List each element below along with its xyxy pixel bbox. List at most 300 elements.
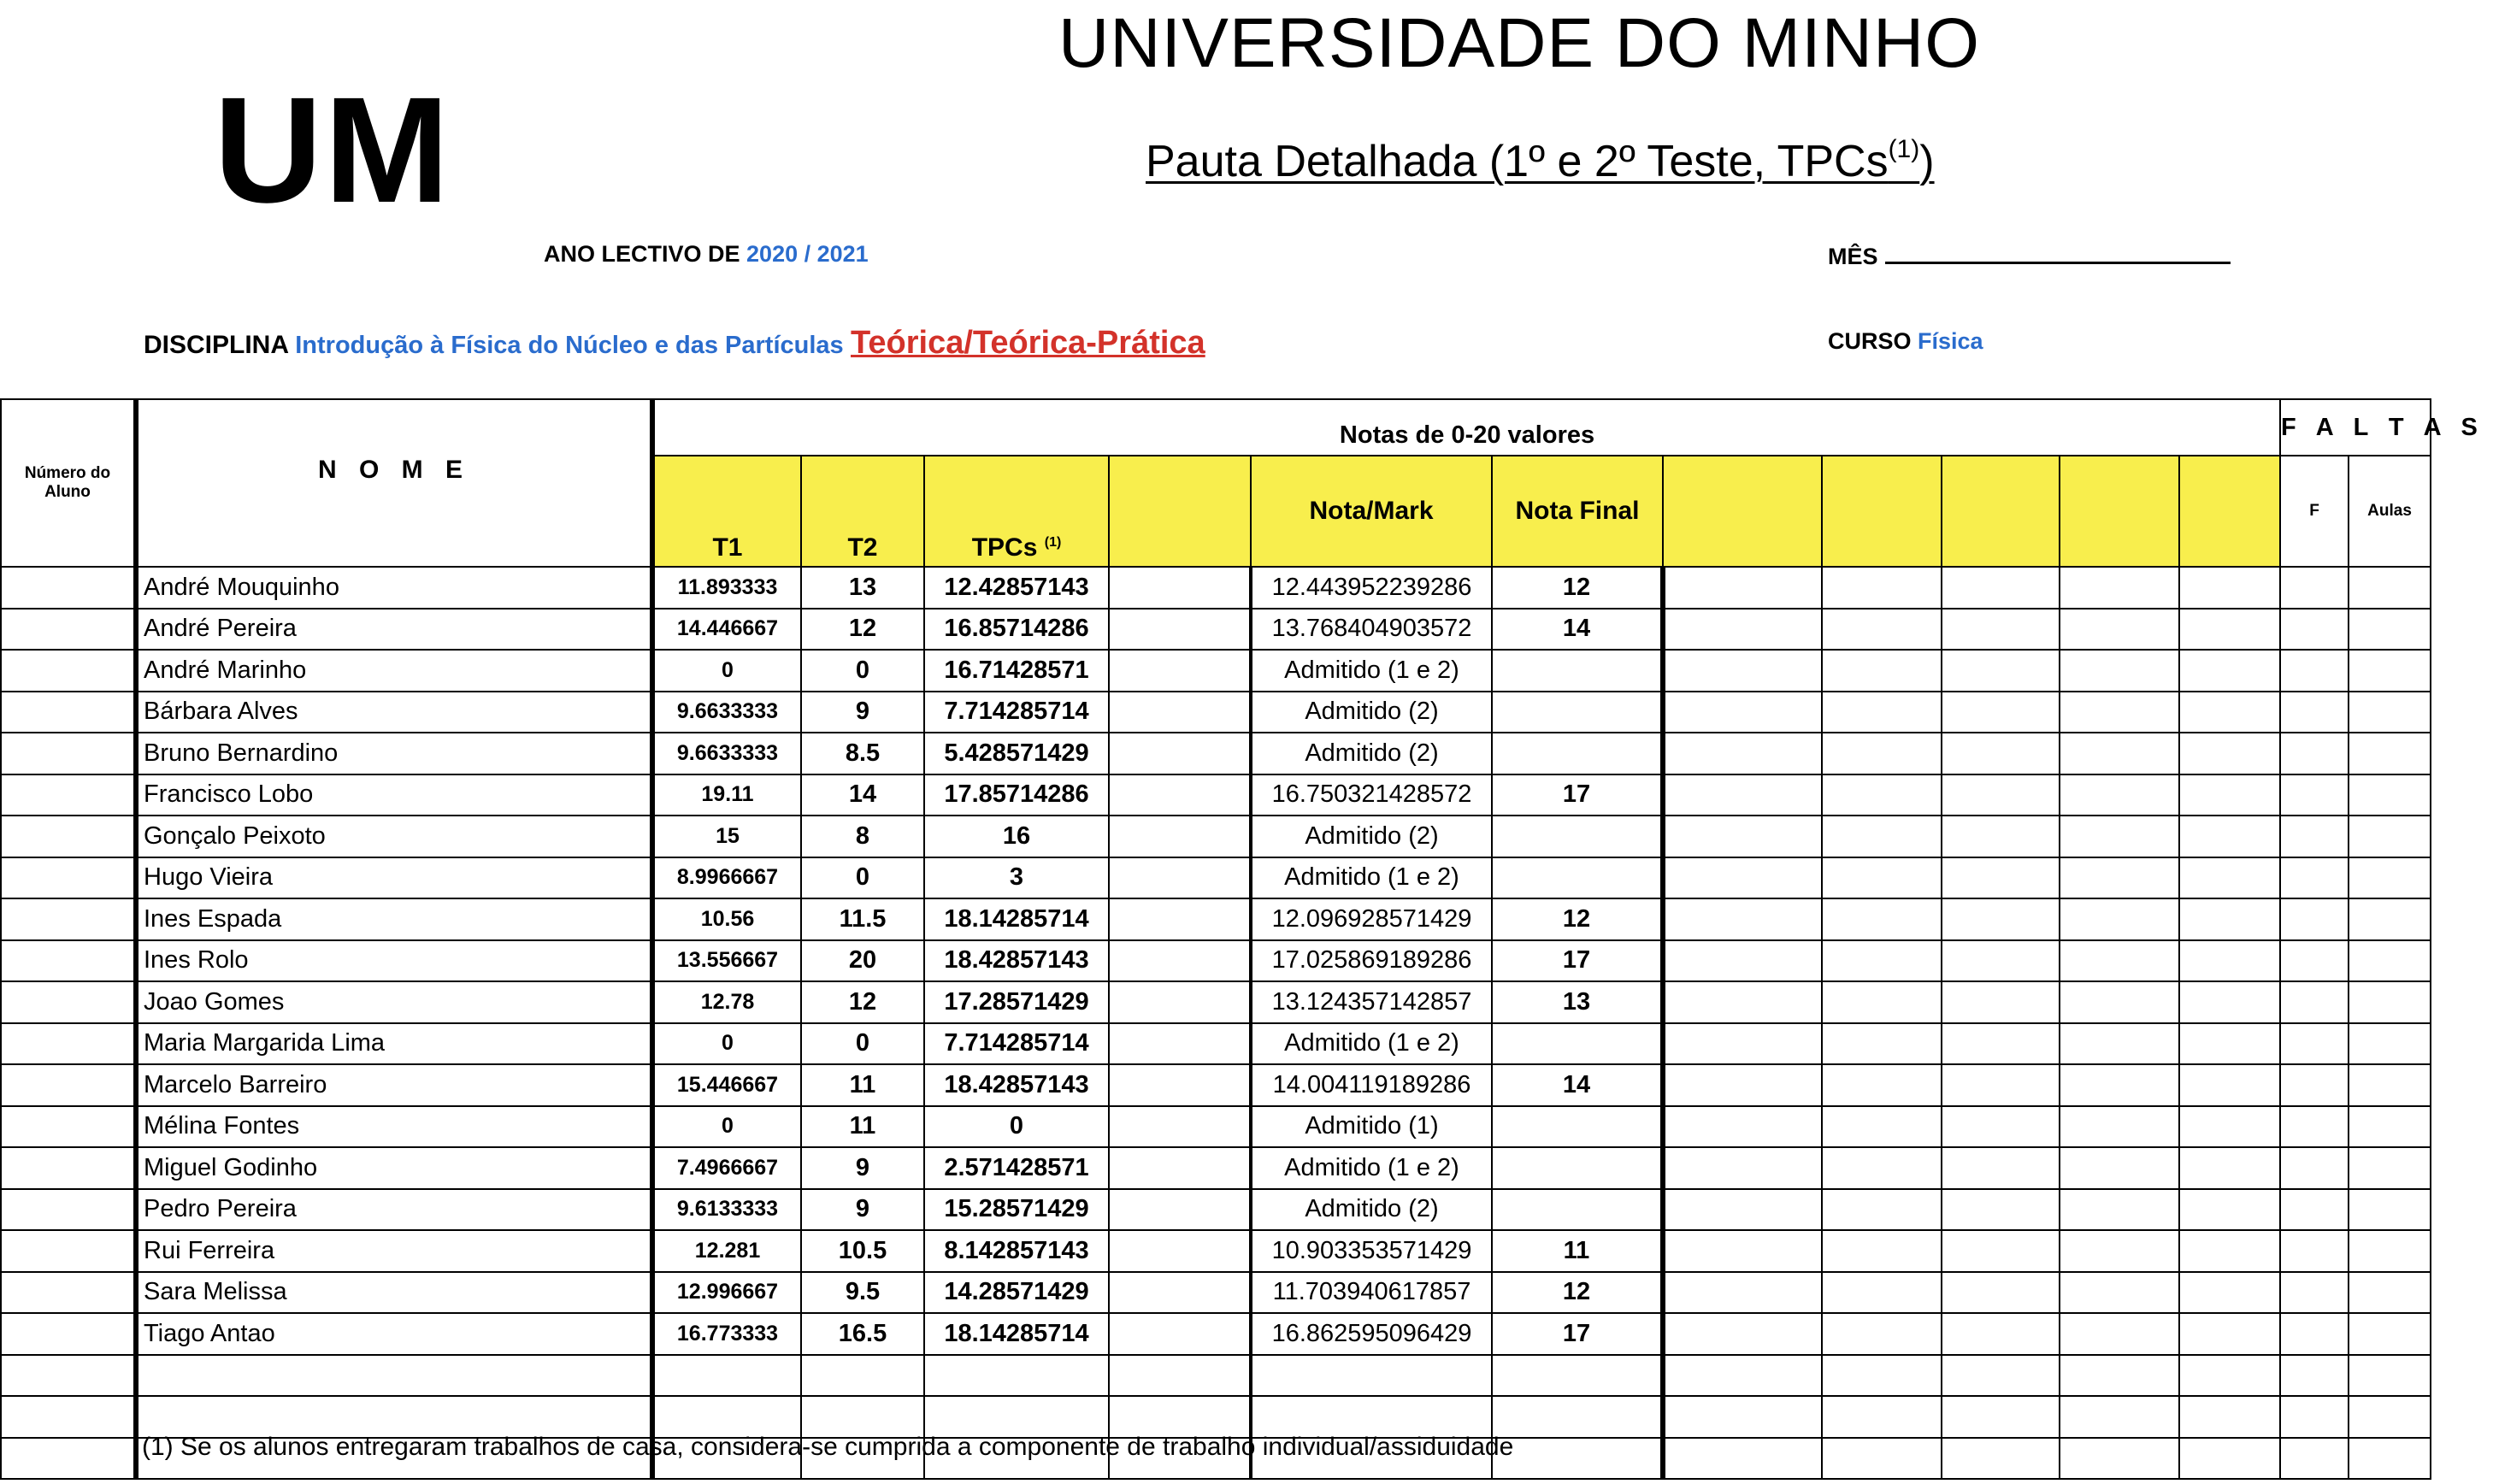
cell-blank (1663, 692, 1822, 733)
cell-tpcs: 7.714285714 (924, 692, 1109, 733)
cell-numero (1, 1438, 136, 1480)
cell-blank (1822, 940, 1942, 982)
cell-t2 (801, 1355, 924, 1397)
cell-nome: Bárbara Alves (136, 692, 652, 733)
cell-blank (1942, 1189, 2060, 1231)
cell-blank (1942, 1355, 2060, 1397)
cell-tpcs: 18.14285714 (924, 1313, 1109, 1355)
cell-faltas-aulas (2349, 609, 2431, 651)
header-blank-5 (2060, 456, 2179, 567)
cell-t1: 11.893333 (652, 567, 801, 609)
cell-t2: 11 (801, 1106, 924, 1148)
cell-t2: 11 (801, 1064, 924, 1106)
cell-blank (2179, 774, 2280, 816)
cell-tpcs: 18.42857143 (924, 1064, 1109, 1106)
cell-nota-final (1492, 816, 1663, 857)
cell-faltas-aulas (2349, 940, 2431, 982)
cell-t1: 19.11 (652, 774, 801, 816)
cell-t2: 16.5 (801, 1313, 924, 1355)
cell-blank (2179, 1189, 2280, 1231)
cell-blank (1663, 1106, 1822, 1148)
cell-blank (1109, 1189, 1251, 1231)
cell-blank (1109, 650, 1251, 692)
cell-blank (1942, 981, 2060, 1023)
cell-blank (1942, 692, 2060, 733)
cell-nota-mark: 17.025869189286 (1251, 940, 1492, 982)
cell-blank (2179, 567, 2280, 609)
cell-blank (1663, 1396, 1822, 1438)
cell-blank (1109, 1230, 1251, 1272)
cell-blank (2179, 1355, 2280, 1397)
cell-faltas-aulas (2349, 1396, 2431, 1438)
mes-field (1828, 241, 2231, 270)
cell-t2: 20 (801, 940, 924, 982)
cell-faltas-f (2280, 1272, 2349, 1314)
cell-t2: 12 (801, 609, 924, 651)
cell-numero (1, 650, 136, 692)
cell-nota-mark: Admitido (2) (1251, 1189, 1492, 1231)
grades-table (0, 398, 2484, 1480)
cell-t1 (652, 1396, 801, 1438)
cell-tpcs: 3 (924, 857, 1109, 899)
table-row (1, 1064, 2431, 1106)
cell-nota-mark: 10.903353571429 (1251, 1230, 1492, 1272)
cell-blank (1663, 1064, 1822, 1106)
header-blank-6 (2179, 456, 2280, 567)
cell-blank (1822, 609, 1942, 651)
cell-blank (2060, 1313, 2179, 1355)
cell-blank (1822, 1064, 1942, 1106)
cell-blank (1109, 1023, 1251, 1065)
cell-t1: 13.556667 (652, 940, 801, 982)
cell-blank (2060, 1272, 2179, 1314)
cell-blank (1822, 1023, 1942, 1065)
cell-blank (1822, 567, 1942, 609)
cell-t2: 0 (801, 1023, 924, 1065)
cell-nota-final (1492, 692, 1663, 733)
cell-nota-final: 14 (1492, 1064, 1663, 1106)
cell-t2: 9 (801, 1189, 924, 1231)
cell-blank (2179, 940, 2280, 982)
cell-blank (1942, 857, 2060, 899)
cell-tpcs (924, 1355, 1109, 1397)
cell-t1: 7.4966667 (652, 1147, 801, 1189)
cell-blank (2060, 816, 2179, 857)
cell-nota-final (1492, 1147, 1663, 1189)
cell-faltas-aulas (2349, 1106, 2431, 1148)
header-nota-mark: Nota/Mark (1251, 456, 1492, 567)
cell-blank (1663, 1147, 1822, 1189)
cell-blank (2179, 1230, 2280, 1272)
cell-nome: Rui Ferreira (136, 1230, 652, 1272)
cell-blank (1822, 1438, 1942, 1480)
cell-blank (1109, 940, 1251, 982)
cell-tpcs: 8.142857143 (924, 1230, 1109, 1272)
cell-numero (1, 1355, 136, 1397)
cell-blank (1663, 1355, 1822, 1397)
cell-t1: 16.773333 (652, 1313, 801, 1355)
cell-faltas-aulas (2349, 1438, 2431, 1480)
cell-numero (1, 857, 136, 899)
cell-faltas-f (2280, 816, 2349, 857)
cell-blank (2179, 857, 2280, 899)
cell-blank (1942, 940, 2060, 982)
cell-numero (1, 1064, 136, 1106)
cell-blank (1109, 1355, 1251, 1397)
cell-blank (1942, 1064, 2060, 1106)
cell-blank (1663, 1438, 1822, 1480)
cell-numero (1, 816, 136, 857)
cell-nota-final: 12 (1492, 898, 1663, 940)
cell-blank (1109, 1106, 1251, 1148)
cell-nota-final (1492, 1438, 1663, 1480)
cell-blank (1942, 1230, 2060, 1272)
cell-t1: 14.446667 (652, 609, 801, 651)
cell-faltas-f (2280, 857, 2349, 899)
cell-t2: 9 (801, 1147, 924, 1189)
cell-blank (1663, 650, 1822, 692)
cell-nome (136, 1396, 652, 1438)
cell-faltas-f (2280, 940, 2349, 982)
cell-nota-final: 17 (1492, 774, 1663, 816)
cell-blank (1663, 609, 1822, 651)
cell-nota-mark: 16.862595096429 (1251, 1313, 1492, 1355)
cell-blank (1942, 1313, 2060, 1355)
cell-blank (1109, 692, 1251, 733)
cell-nota-mark: 12.443952239286 (1251, 567, 1492, 609)
cell-t2: 9 (801, 692, 924, 733)
cell-faltas-aulas (2349, 1355, 2431, 1397)
cell-blank (1822, 1355, 1942, 1397)
cell-faltas-aulas (2349, 816, 2431, 857)
cell-blank (2179, 733, 2280, 774)
cell-tpcs: 5.428571429 (924, 733, 1109, 774)
cell-tpcs: 15.28571429 (924, 1189, 1109, 1231)
cell-blank (1822, 1272, 1942, 1314)
table-row (1, 816, 2431, 857)
cell-blank (2060, 940, 2179, 982)
cell-blank (1663, 898, 1822, 940)
cell-numero (1, 1272, 136, 1314)
table-row (1, 1147, 2431, 1189)
table-row (1, 940, 2431, 982)
cell-nota-mark: Admitido (2) (1251, 816, 1492, 857)
table-row (1, 981, 2431, 1023)
cell-blank (1942, 816, 2060, 857)
cell-faltas-aulas (2349, 981, 2431, 1023)
cell-blank (2060, 1106, 2179, 1148)
cell-blank (1663, 1023, 1822, 1065)
cell-t1: 0 (652, 650, 801, 692)
cell-faltas-f (2280, 1023, 2349, 1065)
cell-nota-mark: 12.096928571429 (1251, 898, 1492, 940)
ano-lectivo (544, 241, 869, 268)
cell-numero (1, 609, 136, 651)
cell-blank (2060, 898, 2179, 940)
cell-t2: 14 (801, 774, 924, 816)
cell-numero (1, 1230, 136, 1272)
grades-body (1, 567, 2431, 1479)
header-faltas: F A L T A S (2280, 399, 2431, 456)
cell-blank (1109, 857, 1251, 899)
cell-numero (1, 898, 136, 940)
cell-blank (1822, 692, 1942, 733)
cell-t1: 0 (652, 1023, 801, 1065)
cell-blank (2179, 650, 2280, 692)
cell-numero (1, 1023, 136, 1065)
cell-numero (1, 733, 136, 774)
cell-blank (2060, 1023, 2179, 1065)
cell-blank (1109, 774, 1251, 816)
cell-nota-final: 12 (1492, 1272, 1663, 1314)
cell-tpcs: 18.42857143 (924, 940, 1109, 982)
cell-faltas-f (2280, 1106, 2349, 1148)
cell-blank (2060, 1147, 2179, 1189)
cell-t2: 0 (801, 857, 924, 899)
cell-blank (2179, 1147, 2280, 1189)
cell-blank (1109, 1064, 1251, 1106)
ano-value: 2020 / 2021 (746, 241, 869, 267)
cell-tpcs: 16.71428571 (924, 650, 1109, 692)
cell-numero (1, 1189, 136, 1231)
cell-blank (1663, 857, 1822, 899)
cell-blank (1942, 1147, 2060, 1189)
subtitle-footnote-mark: (1) (1888, 135, 1920, 163)
cell-blank (1109, 981, 1251, 1023)
cell-faltas-f (2280, 1313, 2349, 1355)
table-row (1, 1313, 2431, 1355)
cell-nota-mark: Admitido (1 e 2) (1251, 857, 1492, 899)
cell-faltas-f (2280, 898, 2349, 940)
cell-nome: Sara Melissa (136, 1272, 652, 1314)
cell-blank (2179, 1313, 2280, 1355)
table-row (1, 733, 2431, 774)
university-title: UNIVERSIDADE DO MINHO (1058, 4, 1980, 82)
cell-faltas-aulas (2349, 857, 2431, 899)
mes-label: MÊS (1828, 244, 1878, 269)
cell-nota-final: 11 (1492, 1230, 1663, 1272)
cell-blank (2179, 692, 2280, 733)
cell-nome: Joao Gomes (136, 981, 652, 1023)
cell-faltas-aulas (2349, 1147, 2431, 1189)
cell-nota-final (1492, 733, 1663, 774)
cell-blank (1663, 981, 1822, 1023)
cell-nota-mark (1251, 1396, 1492, 1438)
cell-blank (2060, 1064, 2179, 1106)
table-row (1, 567, 2431, 609)
cell-t1: 8.9966667 (652, 857, 801, 899)
disciplina-label: DISCIPLINA (144, 331, 288, 359)
cell-blank (1663, 774, 1822, 816)
cell-blank (1822, 774, 1942, 816)
cell-blank (1822, 981, 1942, 1023)
table-row (1, 857, 2431, 899)
cell-nome: Mélina Fontes (136, 1106, 652, 1148)
mes-blank-line (1885, 241, 2231, 264)
header-tpcs (924, 456, 1109, 567)
cell-t1 (652, 1355, 801, 1397)
table-row (1, 1230, 2431, 1272)
cell-nome: Marcelo Barreiro (136, 1064, 652, 1106)
cell-blank (1822, 1313, 1942, 1355)
cell-nota-final: 17 (1492, 1313, 1663, 1355)
cell-faltas-f (2280, 1396, 2349, 1438)
header-blank-4 (1942, 456, 2060, 567)
cell-nota-final (1492, 1189, 1663, 1231)
cell-nome: Bruno Bernardino (136, 733, 652, 774)
cell-t2 (801, 1396, 924, 1438)
cell-blank (1109, 1147, 1251, 1189)
cell-nota-mark: Admitido (1 e 2) (1251, 650, 1492, 692)
cell-blank (2179, 609, 2280, 651)
cell-blank (2179, 1396, 2280, 1438)
cell-tpcs (924, 1396, 1109, 1438)
cell-t1: 0 (652, 1106, 801, 1148)
cell-nota-final (1492, 1106, 1663, 1148)
cell-faltas-f (2280, 609, 2349, 651)
cell-blank (1822, 1106, 1942, 1148)
cell-faltas-aulas (2349, 774, 2431, 816)
cell-t1: 12.996667 (652, 1272, 801, 1314)
cell-blank (2060, 1438, 2179, 1480)
cell-tpcs: 14.28571429 (924, 1272, 1109, 1314)
cell-blank (2060, 692, 2179, 733)
cell-faltas-f (2280, 981, 2349, 1023)
cell-blank (1942, 650, 2060, 692)
cell-blank (1822, 1189, 1942, 1231)
cell-faltas-f (2280, 1064, 2349, 1106)
cell-numero (1, 1313, 136, 1355)
header-tpcs-footnote: (1) (1044, 535, 1062, 550)
table-row (1, 650, 2431, 692)
cell-t2: 10.5 (801, 1230, 924, 1272)
cell-blank (1942, 898, 2060, 940)
cell-nome: Tiago Antao (136, 1313, 652, 1355)
cell-nome: Pedro Pereira (136, 1189, 652, 1231)
cell-blank (2179, 898, 2280, 940)
cell-blank (2060, 1396, 2179, 1438)
cell-numero (1, 940, 136, 982)
header-blank-3 (1822, 456, 1942, 567)
header-blank-1 (1109, 456, 1251, 567)
cell-nota-mark: Admitido (2) (1251, 692, 1492, 733)
cell-blank (1109, 567, 1251, 609)
cell-blank (1663, 816, 1822, 857)
cell-faltas-f (2280, 1230, 2349, 1272)
cell-blank (1109, 1313, 1251, 1355)
cell-t2: 12 (801, 981, 924, 1023)
cell-blank (1942, 567, 2060, 609)
cell-blank (1822, 1147, 1942, 1189)
cell-blank (1663, 567, 1822, 609)
ano-label: ANO LECTIVO DE (544, 241, 740, 267)
table-row (1, 692, 2431, 733)
cell-t1: 12.78 (652, 981, 801, 1023)
cell-numero (1, 1396, 136, 1438)
cell-nome: André Mouquinho (136, 567, 652, 609)
cell-blank (1663, 1230, 1822, 1272)
header-faltas-f: F (2280, 456, 2349, 567)
table-row (1, 1272, 2431, 1314)
cell-blank (1942, 1272, 2060, 1314)
subtitle-close: ) (1919, 137, 1935, 186)
header-tpcs-label: TPCs (971, 533, 1038, 562)
header-blank-2 (1663, 456, 1822, 567)
cell-blank (2179, 1064, 2280, 1106)
cell-t2: 11.5 (801, 898, 924, 940)
cell-faltas-f (2280, 1438, 2349, 1480)
cell-nota-final (1492, 1023, 1663, 1065)
cell-numero (1, 774, 136, 816)
table-row (1, 774, 2431, 816)
cell-blank (1822, 1230, 1942, 1272)
cell-faltas-aulas (2349, 898, 2431, 940)
cell-tpcs: 17.85714286 (924, 774, 1109, 816)
cell-faltas-aulas (2349, 1064, 2431, 1106)
cell-faltas-aulas (2349, 1023, 2431, 1065)
cell-t1: 15.446667 (652, 1064, 801, 1106)
university-logo: UM (214, 67, 451, 234)
cell-tpcs: 2.571428571 (924, 1147, 1109, 1189)
cell-numero (1, 981, 136, 1023)
cell-nome (136, 1355, 652, 1397)
subtitle-text: Pauta Detalhada (1º e 2º Teste, TPCs (1146, 137, 1889, 186)
header-t1: T1 (652, 456, 801, 567)
cell-faltas-aulas (2349, 1189, 2431, 1231)
table-row (1, 1189, 2431, 1231)
cell-nome: Hugo Vieira (136, 857, 652, 899)
cell-blank (2179, 1438, 2280, 1480)
cell-blank (1109, 733, 1251, 774)
cell-blank (1822, 1396, 1942, 1438)
footnote: (1) Se os alunos entregaram trabalhos de casa, considera-se cumprida a componente de trabalho individual/assiduidade (142, 1433, 1514, 1461)
cell-nota-final: 17 (1492, 940, 1663, 982)
cell-faltas-f (2280, 1147, 2349, 1189)
cell-blank (2060, 567, 2179, 609)
cell-faltas-aulas (2349, 692, 2431, 733)
cell-t2: 0 (801, 650, 924, 692)
cell-blank (1822, 650, 1942, 692)
cell-nome: Ines Rolo (136, 940, 652, 982)
cell-nota-mark: 13.124357142857 (1251, 981, 1492, 1023)
cell-blank (2179, 1023, 2280, 1065)
cell-t1: 9.6133333 (652, 1189, 801, 1231)
cell-blank (1822, 733, 1942, 774)
cell-nota-mark: 13.768404903572 (1251, 609, 1492, 651)
cell-t1: 9.6633333 (652, 733, 801, 774)
cell-nota-mark (1251, 1355, 1492, 1397)
cell-t2: 9.5 (801, 1272, 924, 1314)
cell-nota-final: 13 (1492, 981, 1663, 1023)
cell-blank (2179, 816, 2280, 857)
table-row (1, 898, 2431, 940)
cell-blank (1822, 816, 1942, 857)
cell-blank (1663, 1189, 1822, 1231)
cell-nome: André Pereira (136, 609, 652, 651)
cell-blank (1663, 733, 1822, 774)
cell-faltas-f (2280, 1355, 2349, 1397)
cell-blank (2060, 609, 2179, 651)
table-row (1, 1023, 2431, 1065)
document-subtitle (1146, 137, 1935, 184)
cell-nome: Maria Margarida Lima (136, 1023, 652, 1065)
cell-faltas-f (2280, 567, 2349, 609)
cell-faltas-f (2280, 692, 2349, 733)
cell-tpcs: 7.714285714 (924, 1023, 1109, 1065)
cell-blank (1663, 1313, 1822, 1355)
table-row (1, 1355, 2431, 1397)
cell-nota-mark: 16.750321428572 (1251, 774, 1492, 816)
